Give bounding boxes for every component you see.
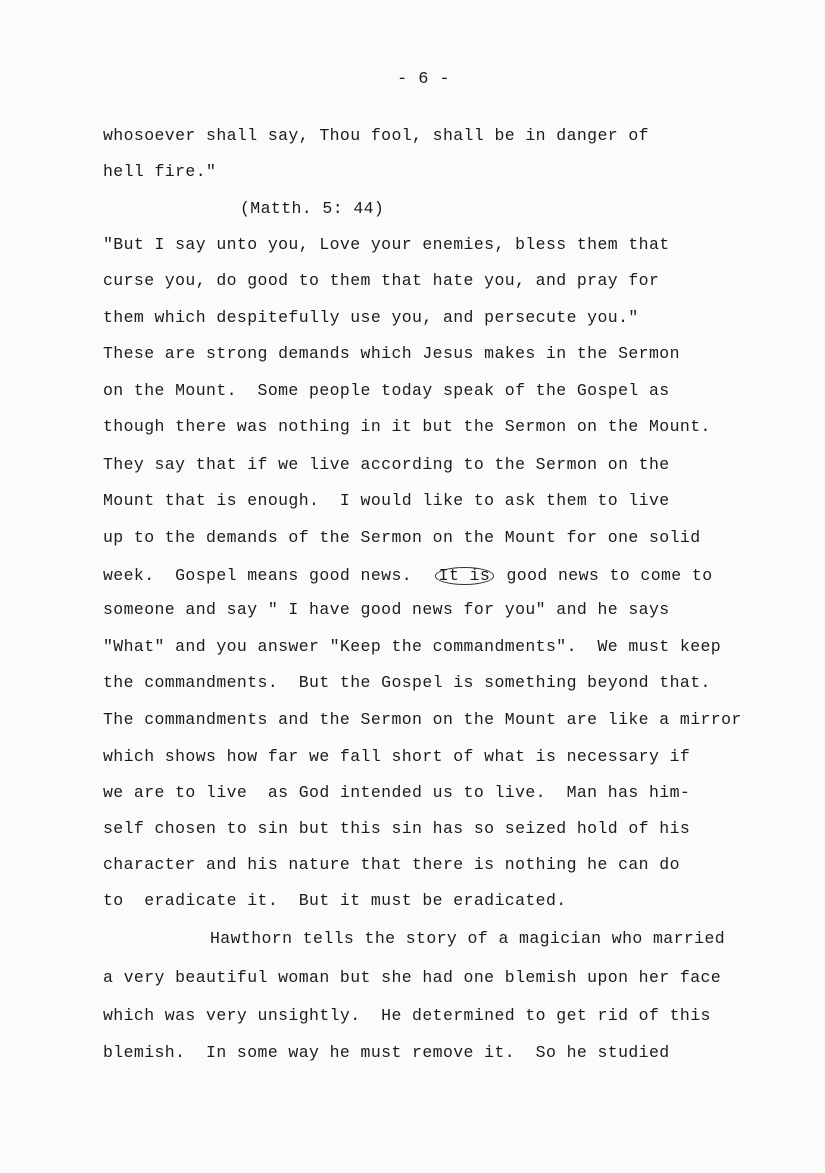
paragraph-start-line: Hawthorn tells the story of a magician who married — [210, 929, 726, 948]
text-line: though there was nothing in it but the Sermon on the Mount. — [103, 417, 711, 436]
text-line: to eradicate it. But it must be eradicated. — [103, 891, 567, 910]
text-line: character and his nature that there is nothing he can do — [103, 855, 680, 874]
text-line: blemish. In some way he must remove it. So he studied — [103, 1043, 670, 1062]
text-line-with-circled-words — [103, 566, 713, 586]
text-line: which was very unsightly. He determined to get rid of this — [103, 1006, 711, 1025]
text-line: curse you, do good to them that hate you, and pray for — [103, 271, 660, 290]
text-line: whosoever shall say, Thou fool, shall be in danger of — [103, 126, 649, 145]
text-line: them which despitefully use you, and persecute you." — [103, 308, 639, 327]
text-line: Mount that is enough. I would like to ask them to live — [103, 491, 670, 510]
page-number: - 6 - — [397, 70, 451, 89]
text-line: They say that if we live according to the Sermon on the — [103, 455, 670, 474]
text-line: we are to live as God intended us to live. Man has him- — [103, 783, 691, 802]
text-line: self chosen to sin but this sin has so seized hold of his — [103, 819, 691, 838]
text-line: hell fire." — [103, 162, 217, 181]
text-line: someone and say " I have good news for you" and he says — [103, 600, 670, 619]
text-line: the commandments. But the Gospel is something beyond that. — [103, 673, 711, 692]
text-line: The commandments and the Sermon on the Mount are like a mirror — [103, 710, 742, 729]
text-segment: good news to come to — [496, 566, 713, 585]
text-line: "But I say unto you, Love your enemies, bless them that — [103, 235, 670, 254]
text-line: which shows how far we fall short of what is necessary if — [103, 747, 691, 766]
text-line: a very beautiful woman but she had one blemish upon her face — [103, 968, 722, 987]
circled-words: It is — [435, 567, 495, 585]
text-line: These are strong demands which Jesus makes in the Sermon — [103, 344, 680, 363]
text-segment: week. Gospel means good news. — [103, 566, 433, 585]
text-line: on the Mount. Some people today speak of the Gospel as — [103, 381, 670, 400]
text-line: up to the demands of the Sermon on the Mount for one solid — [103, 528, 701, 547]
scripture-reference: (Matth. 5: 44) — [240, 199, 385, 218]
text-line: "What" and you answer "Keep the commandments". We must keep — [103, 637, 722, 656]
